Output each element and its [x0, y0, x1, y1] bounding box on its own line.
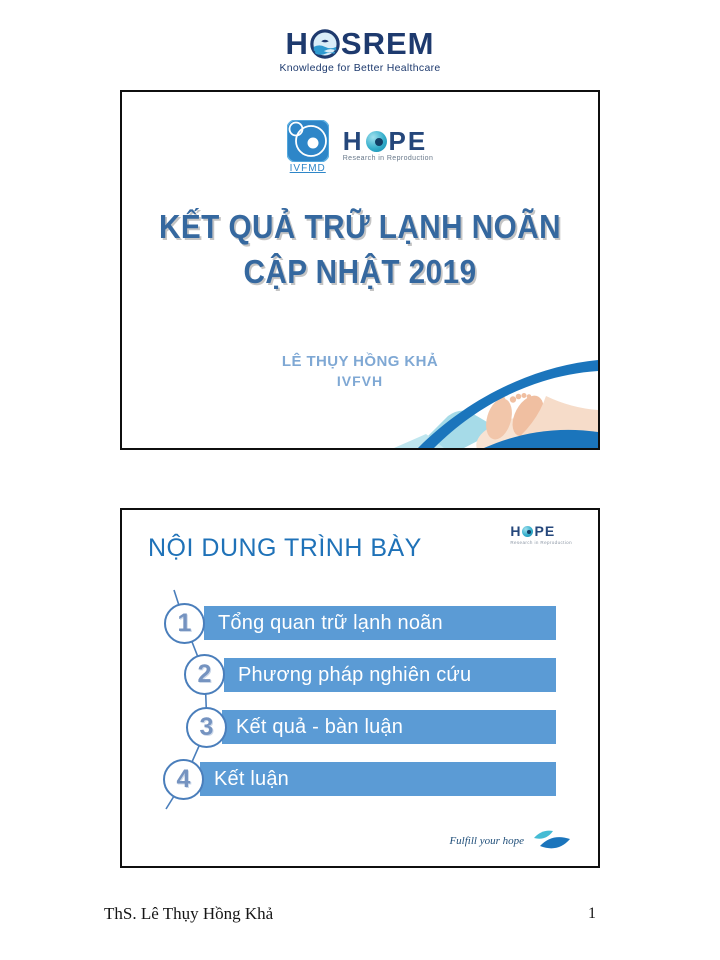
agenda-item [222, 710, 556, 744]
ivfmd-logo [287, 120, 329, 174]
ivfmd-label: IVFMD [289, 163, 326, 174]
hope-letter-h: H [510, 523, 522, 539]
agenda-item [224, 658, 556, 692]
author-affiliation: IVFVH [336, 373, 384, 389]
hope-letter-h: H [342, 126, 364, 156]
agenda-number: 1 [177, 609, 192, 637]
content-heading: NỘI DUNG TRÌNH BÀY [148, 534, 422, 562]
agenda-number-circle [186, 707, 227, 748]
agenda-label: Tổng quan trữ lạnh noãn [218, 612, 443, 634]
agenda-label: Kết quả - bàn luận [236, 716, 404, 738]
agenda-number-circle [184, 654, 225, 695]
slide-title [146, 204, 574, 294]
agenda-number-circle [163, 759, 204, 800]
hosrem-globe-icon [310, 29, 340, 59]
footer-author: ThS. Lê Thụy Hồng Khả [104, 904, 274, 923]
ivfmd-logo-icon [287, 120, 329, 162]
hope-o-icon [522, 526, 533, 537]
fulfill-tagline: Fulfill your hope [449, 835, 524, 847]
hosrem-logo-text-right: SREM [340, 26, 435, 61]
hope-logo [343, 128, 434, 162]
hope-subtitle: Research in Reproduction [342, 155, 434, 162]
slide-agenda-page [120, 508, 600, 868]
agenda-number: 3 [199, 713, 214, 741]
leaf-logo-icon [532, 828, 572, 854]
hosrem-tagline: Knowledge for Better Healthcare [279, 62, 441, 74]
page-number: 1 [588, 905, 596, 922]
agenda-label: Kết luận [214, 768, 289, 790]
hope-logo-small [510, 524, 572, 545]
hosrem-logo [0, 26, 720, 62]
hope-letters-pe: PE [388, 126, 428, 156]
hope-subtitle: Research in Reproduction [510, 540, 572, 545]
slide-title-line1: KẾT QUẢ TRỮ LẠNH NOÃN [158, 208, 562, 245]
slide-title-line2: CẬP NHẬT 2019 [243, 253, 477, 290]
hope-letters-pe: PE [534, 523, 556, 539]
agenda-number: 4 [176, 765, 191, 793]
fulfill-tagline-block [449, 828, 572, 854]
baby-feet-wave-graphic [386, 356, 598, 448]
slide1-logos [122, 120, 598, 174]
agenda-number-circle [164, 603, 205, 644]
hosrem-logo-text-left: H [285, 26, 309, 61]
agenda-number: 2 [197, 660, 212, 688]
hope-o-icon [366, 131, 387, 152]
agenda-item [200, 762, 556, 796]
agenda-label: Phương pháp nghiên cứu [238, 664, 472, 686]
author-name: LÊ THỤY HỒNG KHẢ [281, 353, 439, 370]
slide-title-page [120, 90, 600, 450]
agenda-item [204, 606, 556, 640]
